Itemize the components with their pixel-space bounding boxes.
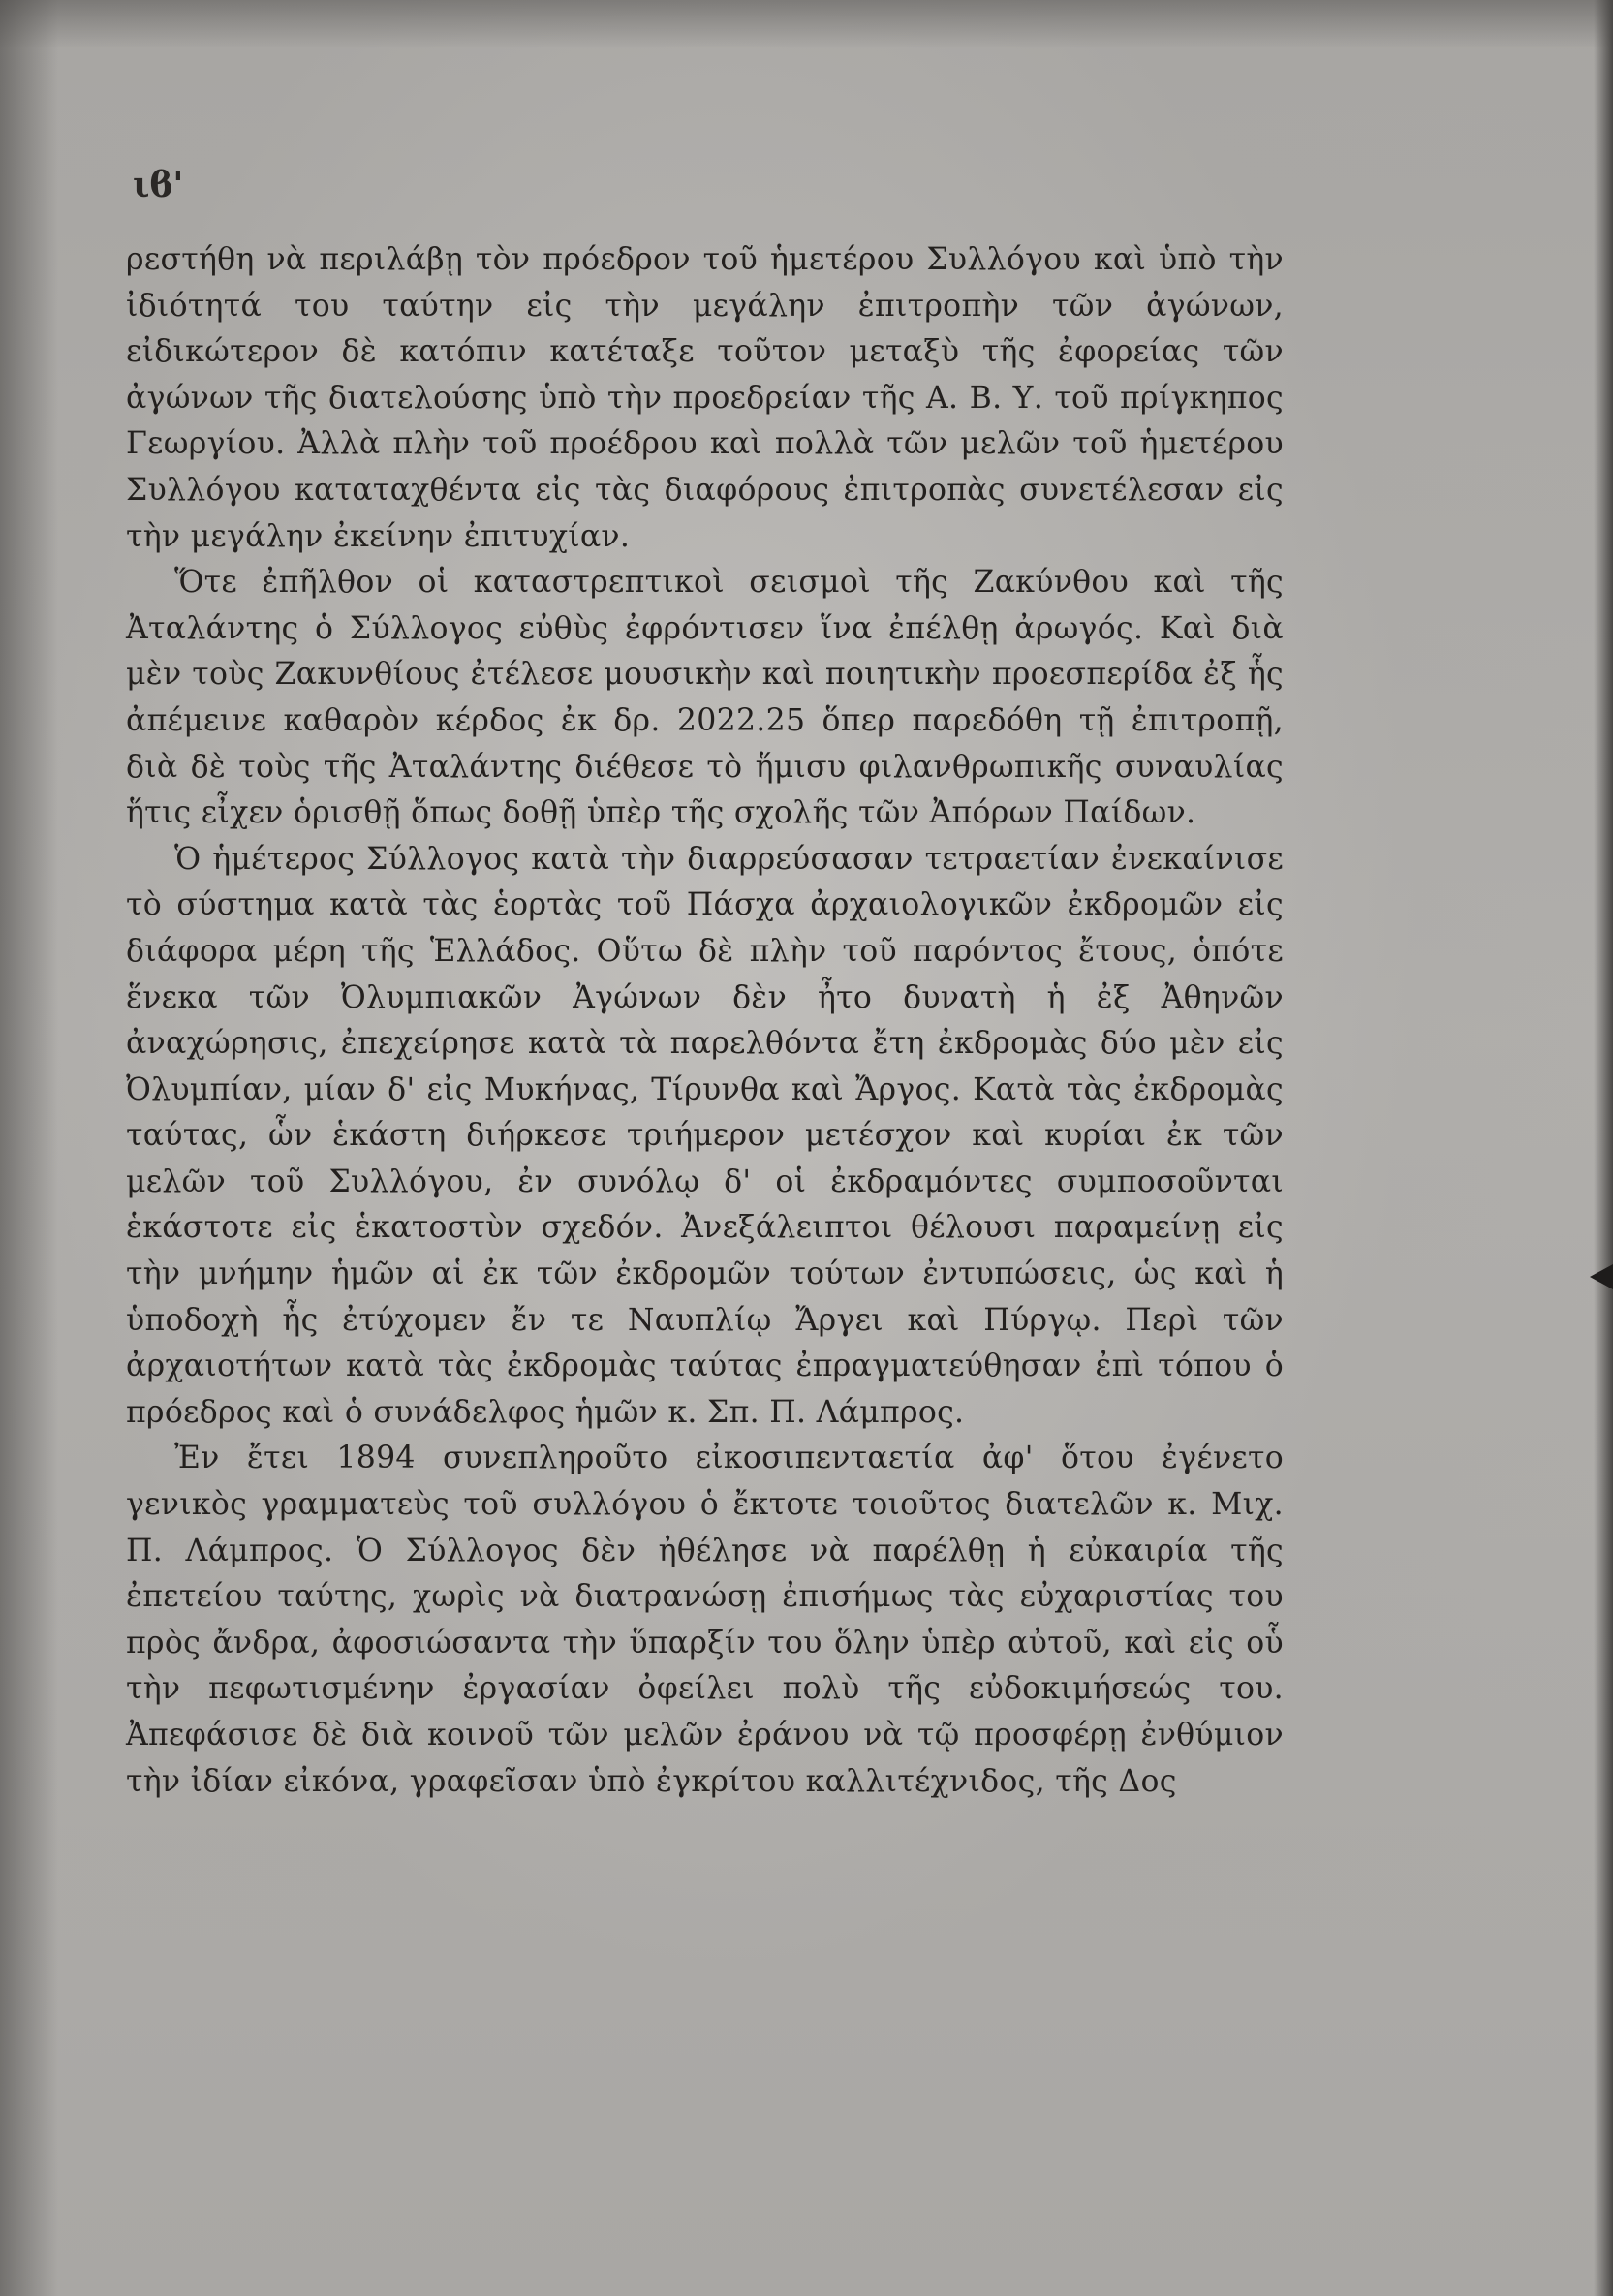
paragraph-continuation: ρεστήθη νὰ περιλάβῃ τὸν πρόεδρον τοῦ ἡμετέρου Συλλόγου καὶ ὑπὸ τὴν ἰδιότητά του ταύτην εἰς τὴν μεγάλην ἐπιτροπὴν τῶν ἀγώνων, εἰδικώτερον δὲ κατόπιν κατέταξε τοῦτον μεταξὺ τῆς ἐφορείας τῶν ἀγώνων τῆς διατελούσης ὑπὸ τὴν προεδρείαν τῆς Α. Β. Υ. τοῦ πρίγκηπος Γεωργίου. Ἀλλὰ πλὴν τοῦ προέδρου καὶ πολλὰ τῶν μελῶν τοῦ ἡμετέρου Συλλόγου καταταχθέντα εἰς τὰς διαφόρους ἐπιτροπὰς συνετέλεσαν εἰς τὴν μεγάλην ἐκείνην ἐπιτυχίαν. bbox=[126, 242, 1284, 554]
page-edge-shadow-top bbox=[0, 0, 1613, 48]
paragraph-earthquakes: Ὅτε ἐπῆλθον οἱ καταστρεπτικοὶ σεισμοὶ τῆς Ζακύνθου καὶ τῆς Ἀταλάντης ὁ Σύλλογος εὐθὺς ἐφρόντισεν ἵνα ἐπέλθῃ ἀρωγός. Καὶ διὰ μὲν τοὺς Ζακυνθίους ἐτέλεσε μουσικὴν καὶ ποιητικὴν προεσπερίδα ἐξ ἧς ἀπέμεινε καθαρὸν κέρδος ἐκ δρ. 2022.25 ὅπερ παρεδόθη τῇ ἐπιτροπῇ, διὰ δὲ τοὺς τῆς Ἀταλάντης διέθεσε τὸ ἥμισυ φιλανθρωπικῆς συναυλίας ἥτις εἶχεν ὁρισθῇ ὅπως δοθῇ ὑπὲρ τῆς σχολῆς τῶν Ἀπόρων Παίδων. bbox=[126, 565, 1284, 831]
page-number: ιϐ' bbox=[133, 165, 184, 205]
page-edge-shadow-right bbox=[1594, 0, 1613, 2296]
body-text bbox=[126, 237, 1284, 1805]
page-edge-shadow-left bbox=[0, 0, 58, 2296]
paragraph-excursions: Ὁ ἡμέτερος Σύλλογος κατὰ τὴν διαρρεύσασαν τετραετίαν ἐνεκαίνισε τὸ σύστημα κατὰ τὰς ἑορτὰς τοῦ Πάσχα ἀρχαιολογικῶν ἐκδρομῶν εἰς διάφορα μέρη τῆς Ἑλλάδος. Οὕτω δὲ πλὴν τοῦ παρόντος ἔτους, ὁπότε ἕνεκα τῶν Ὀλυμπιακῶν Ἀγώνων δὲν ἦτο δυνατὴ ἡ ἐξ Ἀθηνῶν ἀναχώρησις, ἐπεχείρησε κατὰ τὰ παρελθόντα ἔτη ἐκδρομὰς δύο μὲν εἰς Ὀλυμπίαν, μίαν δ' εἰς Μυκήνας, Τίρυνθα καὶ Ἄργος. Κατὰ τὰς ἐκδρομὰς ταύτας, ὧν ἑκάστη διήρκεσε τριήμερον μετέσχον καὶ κυρίαι ἐκ τῶν μελῶν τοῦ Συλλόγου, ἐν συνόλῳ δ' οἱ ἐκδραμόντες συμποσοῦνται ἑκάστοτε εἰς ἑκατοστὺν σχεδόν. Ἀνεξάλειπτοι θέλουσι παραμείνῃ εἰς τὴν μνήμην ἡμῶν αἱ ἐκ τῶν ἐκδρομῶν τούτων ἐντυπώσεις, ὡς καὶ ἡ ὑποδοχὴ ἧς ἐτύχομεν ἔν τε Ναυπλίῳ Ἄργει καὶ Πύργῳ. Περὶ τῶν ἀρχαιοτήτων κατὰ τὰς ἐκδρομὰς ταύτας ἐπραγματεύθησαν ἐπὶ τόπου ὁ πρόεδρος καὶ ὁ συνάδελφος ἡμῶν κ. Σπ. Π. Λάμπρος. bbox=[126, 841, 1284, 1430]
paragraph-anniversary: Ἐν ἔτει 1894 συνεπληροῦτο εἰκοσιπενταετία ἀφ' ὅτου ἐγένετο γενικὸς γραμματεὺς τοῦ συλλόγου ὁ ἔκτοτε τοιοῦτος διατελῶν κ. Μιχ. Π. Λάμπρος. Ὁ Σύλλογος δὲν ἠθέλησε νὰ παρέλθῃ ἡ εὐκαιρία τῆς ἐπετείου ταύτης, χωρὶς νὰ διατρανώσῃ ἐπισήμως τὰς εὐχαριστίας του πρὸς ἄνδρα, ἀφοσιώσαντα τὴν ὕπαρξίν του ὅλην ὑπὲρ αὐτοῦ, καὶ εἰς οὗ τὴν πεφωτισμένην ἐργασίαν ὀφείλει πολὺ τῆς εὐδοκιμήσεώς του. Ἀπεφάσισε δὲ διὰ κοινοῦ τῶν μελῶν ἐράνου νὰ τῷ προσφέρῃ ἐνθύμιον τὴν ἰδίαν εἰκόνα, γραφεῖσαν ὑπὸ ἐγκρίτου καλλιτέχνιδος, τῆς Δος bbox=[126, 1441, 1284, 1799]
